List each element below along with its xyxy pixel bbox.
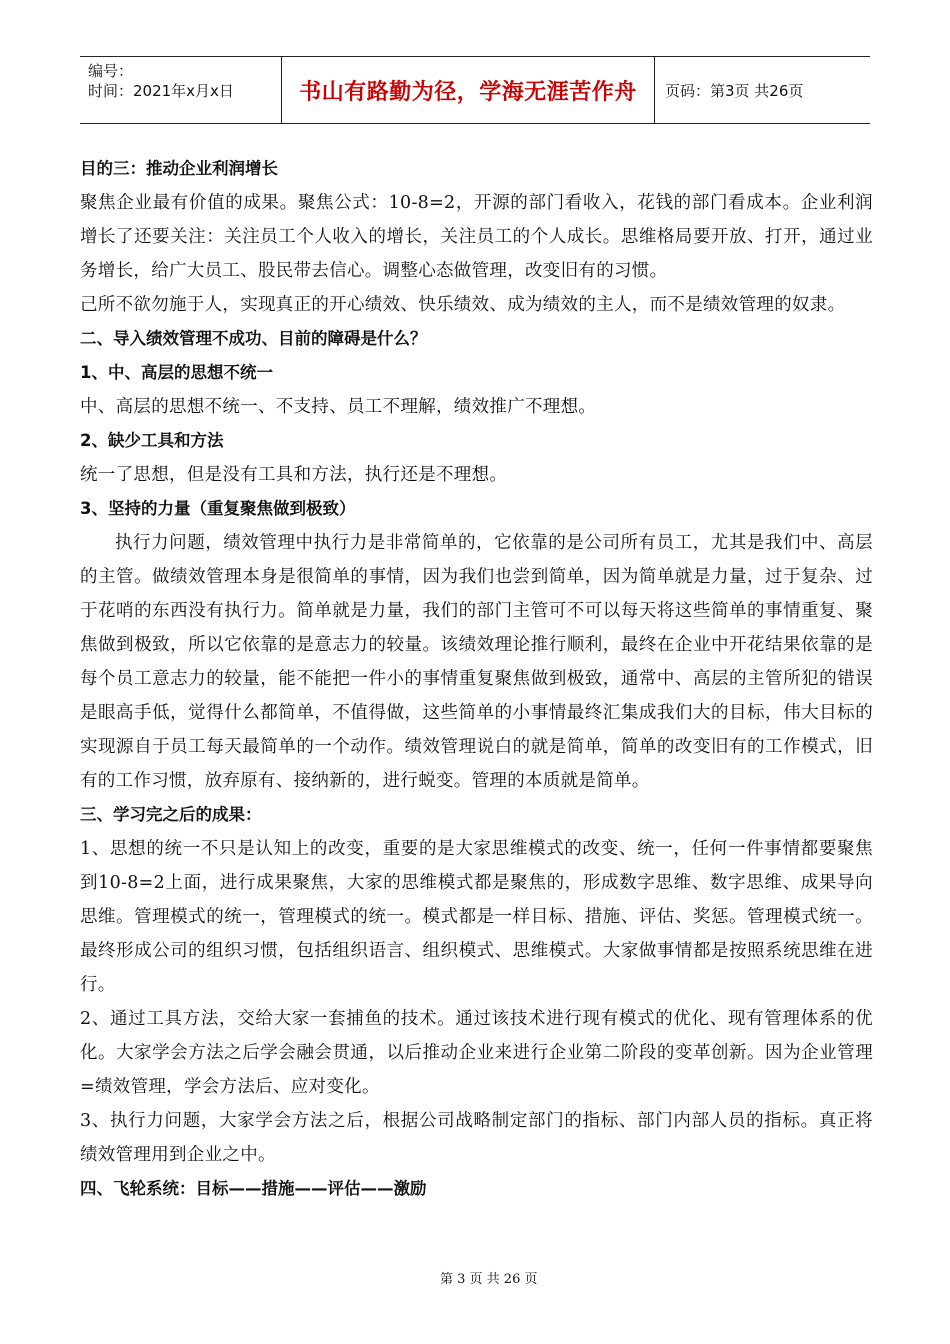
header-page-code: 页码：第3页 共26页: [665, 81, 804, 100]
header-motto: 书山有路勤为径，学海无涯苦作舟: [281, 57, 655, 123]
subheading: 1、中、高层的思想不统一: [80, 363, 273, 382]
paragraph: 执行力问题，绩效管理中执行力是非常简单的，它依靠的是公司所有员工，尤其是我们中、高层的主管。做绩效管理本身是很简单的事情，因为我们也尝到简单，因为简单就是力量，过于复杂、过于花哨的东西没有执行力。简单就是力量，我们的部门主管可不可以每天将这些简单的事情重复、聚焦做到极致，所以它依靠的是意志力的较量。该绩效理论推行顺利，最终在企业中开花结果依靠的是每个员工意志力的较量，能不能把一件小的事情重复聚焦做到极致，通常中、高层的主管所犯的错误是眼高手低，觉得什么都简单，不值得做，这些简单的小事情最终汇集成我们大的目标，伟大目标的实现源自于员工每天最简单的一个动作。绩效管理说白的就是简单，简单的改变旧有的工作模式，旧有的工作习惯，放弃原有、接纳新的，进行蜕变。管理的本质就是简单。: [80, 533, 873, 791]
document-time: 时间：2021年x月x日: [88, 82, 234, 100]
paragraph: 统一了思想，但是没有工具和方法，执行还是不理想。: [80, 465, 508, 485]
section-heading-goal-three: 目的三：推动企业利润增长: [80, 159, 278, 178]
page-footer: 第 3 页 共 26 页: [440, 1272, 538, 1287]
document-number-label: 编号：: [88, 62, 134, 80]
section-heading-three: 三、学习完之后的成果：: [80, 805, 262, 824]
document-header: [80, 56, 870, 124]
subheading: 3、坚持的力量（重复聚焦做到极致）: [80, 499, 356, 518]
paragraph: 中、高层的思想不统一、不支持、员工不理解，绩效推广不理想。: [80, 397, 597, 417]
subheading: 2、缺少工具和方法: [80, 431, 224, 450]
section-heading-four: 四、飞轮系统：目标——措施——评估——激励: [80, 1179, 427, 1198]
header-meta: [80, 57, 281, 123]
paragraph: 3、执行力问题，大家学会方法之后，根据公司战略制定部门的指标、部门内部人员的指标。真正将绩效管理用到企业之中。: [80, 1111, 873, 1165]
paragraph: 己所不欲勿施于人，实现真正的开心绩效、快乐绩效、成为绩效的主人，而不是绩效管理的奴隶。: [80, 295, 846, 315]
section-heading-two: 二、导入绩效管理不成功、目前的障碍是什么？: [80, 329, 427, 348]
document-body: [80, 152, 873, 1206]
paragraph: 2、通过工具方法，交给大家一套捕鱼的技术。通过该技术进行现有模式的优化、现有管理体系的优化。大家学会方法之后学会融会贯通，以后推动企业来进行企业第二阶段的变革创新。因为企业管理=绩效管理，学会方法后、应对变化。: [80, 1009, 873, 1097]
paragraph: 聚焦企业最有价值的成果。聚焦公式：10-8=2，开源的部门看收入，花钱的部门看成本。企业利润增长了还要关注：关注员工个人收入的增长，关注员工的个人成长。思维格局要开放、打开，通过业务增长，给广大员工、股民带去信心。调整心态做管理，改变旧有的习惯。: [80, 193, 873, 281]
paragraph: 1、思想的统一不只是认知上的改变，重要的是大家思维模式的改变、统一，任何一件事情都要聚焦到10-8=2上面，进行成果聚焦，大家的思维模式都是聚焦的，形成数字思维、数字思维、成果导向思维。管理模式的统一，管理模式的统一。模式都是一样目标、措施、评估、奖惩。管理模式统一。最终形成公司的组织习惯，包括组织语言、组织模式、思维模式。大家做事情都是按照系统思维在进行。: [80, 839, 873, 995]
